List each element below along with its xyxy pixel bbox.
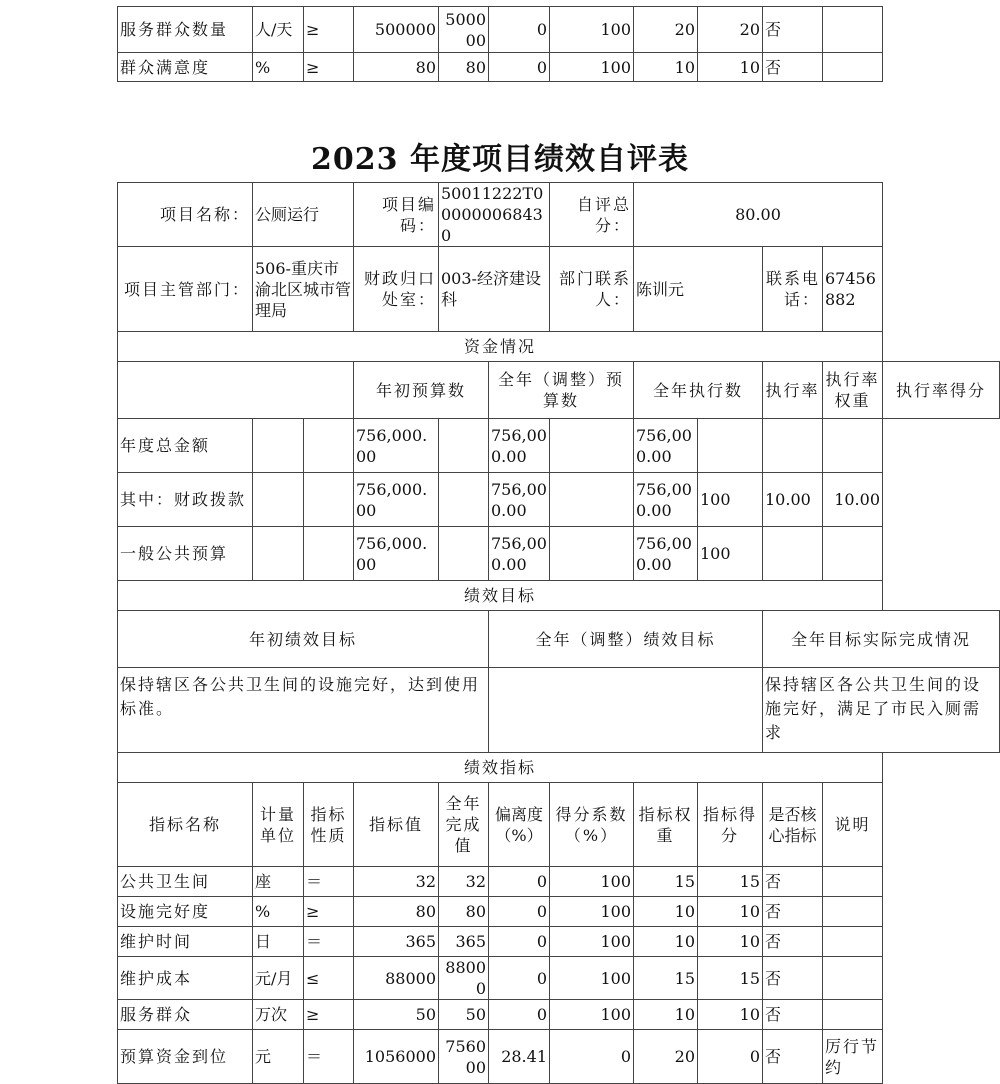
- table-row: [118, 7, 883, 53]
- indicator-deviation: 0: [489, 927, 550, 957]
- indicator-name: 维护成本: [118, 957, 253, 1000]
- indicator-nature: ＝: [304, 927, 354, 957]
- funds-rate: 100: [698, 527, 763, 581]
- indicator-actual: 50: [439, 1000, 489, 1030]
- indicator-coef: 0: [550, 1030, 634, 1084]
- indicator-core: 否: [763, 867, 823, 897]
- phone-label: 联系电话：: [763, 247, 823, 332]
- table-row: [118, 53, 883, 82]
- table-row: [118, 1000, 1000, 1030]
- indicator-core: 否: [763, 927, 823, 957]
- indicator-unit: %: [253, 897, 304, 927]
- project-name: 公厕运行: [253, 183, 354, 247]
- indicator-weight: 10: [634, 897, 698, 927]
- indicator-unit: 人/天: [253, 7, 304, 53]
- indicator-target: 1056000: [354, 1030, 439, 1084]
- funds-weight: [763, 527, 823, 581]
- funds-score: 10.00: [823, 473, 883, 527]
- indicator-actual: 365: [439, 927, 489, 957]
- indicator-note: [823, 897, 883, 927]
- goals-adjusted: [489, 668, 763, 753]
- indicator-core: 否: [763, 7, 823, 53]
- funds-row-label: 其中：财政拨款: [118, 473, 253, 527]
- indicator-name: 设施完好度: [118, 897, 253, 927]
- indicator-unit: %: [253, 53, 304, 82]
- project-name-label: 项目名称：: [118, 183, 253, 247]
- indicator-unit: 日: [253, 927, 304, 957]
- indicator-unit: 座: [253, 867, 304, 897]
- indicator-nature: ≥: [304, 1000, 354, 1030]
- indicator-actual: 80: [439, 897, 489, 927]
- indicator-deviation: 28.41: [489, 1030, 550, 1084]
- funds-row: [118, 473, 1000, 527]
- indicator-nature: ＝: [304, 867, 354, 897]
- indicator-name: 预算资金到位: [118, 1030, 253, 1084]
- indicator-note: [823, 53, 883, 82]
- indicator-core: 否: [763, 53, 823, 82]
- indicator-weight: 10: [634, 53, 698, 82]
- header-note: 说明: [823, 783, 883, 867]
- indicator-score: 15: [698, 957, 763, 1000]
- funds-row-label: 年度总金额: [118, 419, 253, 473]
- indicator-name: 服务群众数量: [118, 7, 253, 53]
- indicator-note: [823, 1000, 883, 1030]
- indicator-name: 服务群众: [118, 1000, 253, 1030]
- funds-header-row: [118, 362, 1000, 419]
- funds-initial: 756,000.00: [354, 473, 439, 527]
- funds-executed: 756,000.00: [634, 473, 698, 527]
- indicator-deviation: 0: [489, 957, 550, 1000]
- section-header: [118, 332, 1000, 362]
- funds-row: [118, 527, 1000, 581]
- header-coef: 得分系数（%）: [550, 783, 634, 867]
- indicator-target: 500000: [354, 7, 439, 53]
- header-actual: 全年完成值: [439, 783, 489, 867]
- goals-header-row: [118, 611, 1000, 668]
- self-evaluation-table: [117, 182, 1000, 1084]
- funds-header-score: 执行率得分: [883, 362, 1000, 419]
- header-weight: 指标权重: [634, 783, 698, 867]
- total-score-label: 自评总分：: [550, 183, 634, 247]
- indicator-target: 80: [354, 53, 439, 82]
- goals-actual: 保持辖区各公共卫生间的设施完好，满足了市民入厕需求: [763, 668, 1000, 753]
- indicator-core: 否: [763, 957, 823, 1000]
- indicator-note: [823, 867, 883, 897]
- dept-label: 项目主管部门：: [118, 247, 253, 332]
- indicator-coef: 100: [550, 927, 634, 957]
- table-row: [118, 1030, 1000, 1084]
- indicator-weight: 20: [634, 7, 698, 53]
- indicators-header-row: [118, 783, 1000, 867]
- table-row: [118, 957, 1000, 1000]
- indicator-actual: 80: [439, 53, 489, 82]
- funds-adjusted: 756,000.00: [489, 473, 550, 527]
- finance-label: 财政归口处室：: [354, 247, 439, 332]
- indicator-target: 32: [354, 867, 439, 897]
- funds-rate: 100: [698, 473, 763, 527]
- header-name: 指标名称: [118, 783, 253, 867]
- indicator-weight: 15: [634, 957, 698, 1000]
- funds-row-label: 一般公共预算: [118, 527, 253, 581]
- table-row: [118, 927, 1000, 957]
- header-unit: 计量单位: [253, 783, 304, 867]
- indicator-score: 15: [698, 867, 763, 897]
- indicator-deviation: 0: [489, 7, 550, 53]
- indicator-nature: ≥: [304, 7, 354, 53]
- indicator-actual: 88000: [439, 957, 489, 1000]
- project-code-label: 项目编码：: [354, 183, 439, 247]
- indicator-target: 80: [354, 897, 439, 927]
- indicator-weight: 15: [634, 867, 698, 897]
- indicator-coef: 100: [550, 53, 634, 82]
- indicator-coef: 100: [550, 867, 634, 897]
- indicator-target: 50: [354, 1000, 439, 1030]
- indicator-unit: 元: [253, 1030, 304, 1084]
- previous-indicator-table: [117, 6, 883, 82]
- finance: 003-经济建设科: [439, 247, 550, 332]
- funds-header-rate: 执行率: [763, 362, 823, 419]
- indicator-name: 维护时间: [118, 927, 253, 957]
- header-score: 指标得分: [698, 783, 763, 867]
- indicator-weight: 20: [634, 1030, 698, 1084]
- indicator-coef: 100: [550, 957, 634, 1000]
- funds-header-initial: 年初预算数: [354, 362, 489, 419]
- indicator-actual: 756000: [439, 1030, 489, 1084]
- phone: 67456882: [823, 247, 883, 332]
- total-score: 80.00: [634, 183, 883, 247]
- project-code: 50011222T000000068430: [439, 183, 550, 247]
- goals-header-initial: 年初绩效目标: [118, 611, 489, 668]
- indicator-deviation: 0: [489, 867, 550, 897]
- funds-header-blank: [118, 362, 354, 419]
- funds-adjusted: 756,000.00: [489, 419, 550, 473]
- info-row: [118, 183, 1000, 247]
- contact: 陈训元: [634, 247, 763, 332]
- funds-initial: 756,000.00: [354, 527, 439, 581]
- indicator-actual: 32: [439, 867, 489, 897]
- dept: 506-重庆市渝北区城市管理局: [253, 247, 354, 332]
- indicator-nature: ≤: [304, 957, 354, 1000]
- indicator-coef: 100: [550, 1000, 634, 1030]
- goals-initial: 保持辖区各公共卫生间的设施完好，达到使用标准。: [118, 668, 489, 753]
- indicator-nature: ＝: [304, 1030, 354, 1084]
- section-header: [118, 753, 1000, 783]
- indicator-target: 365: [354, 927, 439, 957]
- funds-rate: [698, 419, 763, 473]
- funds-weight: [763, 419, 823, 473]
- indicator-note: [823, 927, 883, 957]
- funds-executed: 756,000.00: [634, 419, 698, 473]
- goals-header-actual: 全年目标实际完成情况: [763, 611, 1000, 668]
- funds-header-weight: 执行率权重: [823, 362, 883, 419]
- indicator-score: 20: [698, 7, 763, 53]
- funds-score: [823, 419, 883, 473]
- indicator-note: 厉行节约: [823, 1030, 883, 1084]
- table-row: [118, 897, 1000, 927]
- indicator-score: 10: [698, 1000, 763, 1030]
- indicator-core: 否: [763, 897, 823, 927]
- header-target: 指标值: [354, 783, 439, 867]
- header-deviation: 偏离度（%）: [489, 783, 550, 867]
- page-title: 2023 年度项目绩效自评表: [311, 142, 689, 177]
- indicator-nature: ≥: [304, 53, 354, 82]
- header-nature: 指标性质: [304, 783, 354, 867]
- indicator-core: 否: [763, 1000, 823, 1030]
- info-row: [118, 247, 1000, 332]
- indicator-name: 群众满意度: [118, 53, 253, 82]
- indicator-actual: 500000: [439, 7, 489, 53]
- indicator-weight: 10: [634, 927, 698, 957]
- funds-header-adjusted: 全年（调整）预算数: [489, 362, 634, 419]
- funds-row: [118, 419, 1000, 473]
- funds-adjusted: 756,000.00: [489, 527, 550, 581]
- table-row: [118, 867, 1000, 897]
- contact-label: 部门联系人：: [550, 247, 634, 332]
- funds-score: [823, 527, 883, 581]
- goals-content-row: [118, 668, 1000, 753]
- indicator-nature: ≥: [304, 897, 354, 927]
- funds-weight: 10.00: [763, 473, 823, 527]
- indicator-deviation: 0: [489, 897, 550, 927]
- indicator-name: 公共卫生间: [118, 867, 253, 897]
- indicator-score: 0: [698, 1030, 763, 1084]
- indicator-deviation: 0: [489, 53, 550, 82]
- funds-section-title: 资金情况: [118, 332, 883, 362]
- indicator-score: 10: [698, 53, 763, 82]
- header-core: 是否核心指标: [763, 783, 823, 867]
- indicator-score: 10: [698, 897, 763, 927]
- funds-executed: 756,000.00: [634, 527, 698, 581]
- indicator-coef: 100: [550, 7, 634, 53]
- indicator-note: [823, 7, 883, 53]
- indicator-unit: 万次: [253, 1000, 304, 1030]
- indicator-unit: 元/月: [253, 957, 304, 1000]
- goals-section-title: 绩效目标: [118, 581, 883, 611]
- goals-header-adjusted: 全年（调整）绩效目标: [489, 611, 763, 668]
- indicator-target: 88000: [354, 957, 439, 1000]
- indicator-coef: 100: [550, 897, 634, 927]
- indicator-deviation: 0: [489, 1000, 550, 1030]
- funds-initial: 756,000.00: [354, 419, 439, 473]
- funds-header-executed: 全年执行数: [634, 362, 763, 419]
- indicator-weight: 10: [634, 1000, 698, 1030]
- indicators-section-title: 绩效指标: [118, 753, 883, 783]
- indicator-score: 10: [698, 927, 763, 957]
- section-header: [118, 581, 1000, 611]
- indicator-note: [823, 957, 883, 1000]
- indicator-core: 否: [763, 1030, 823, 1084]
